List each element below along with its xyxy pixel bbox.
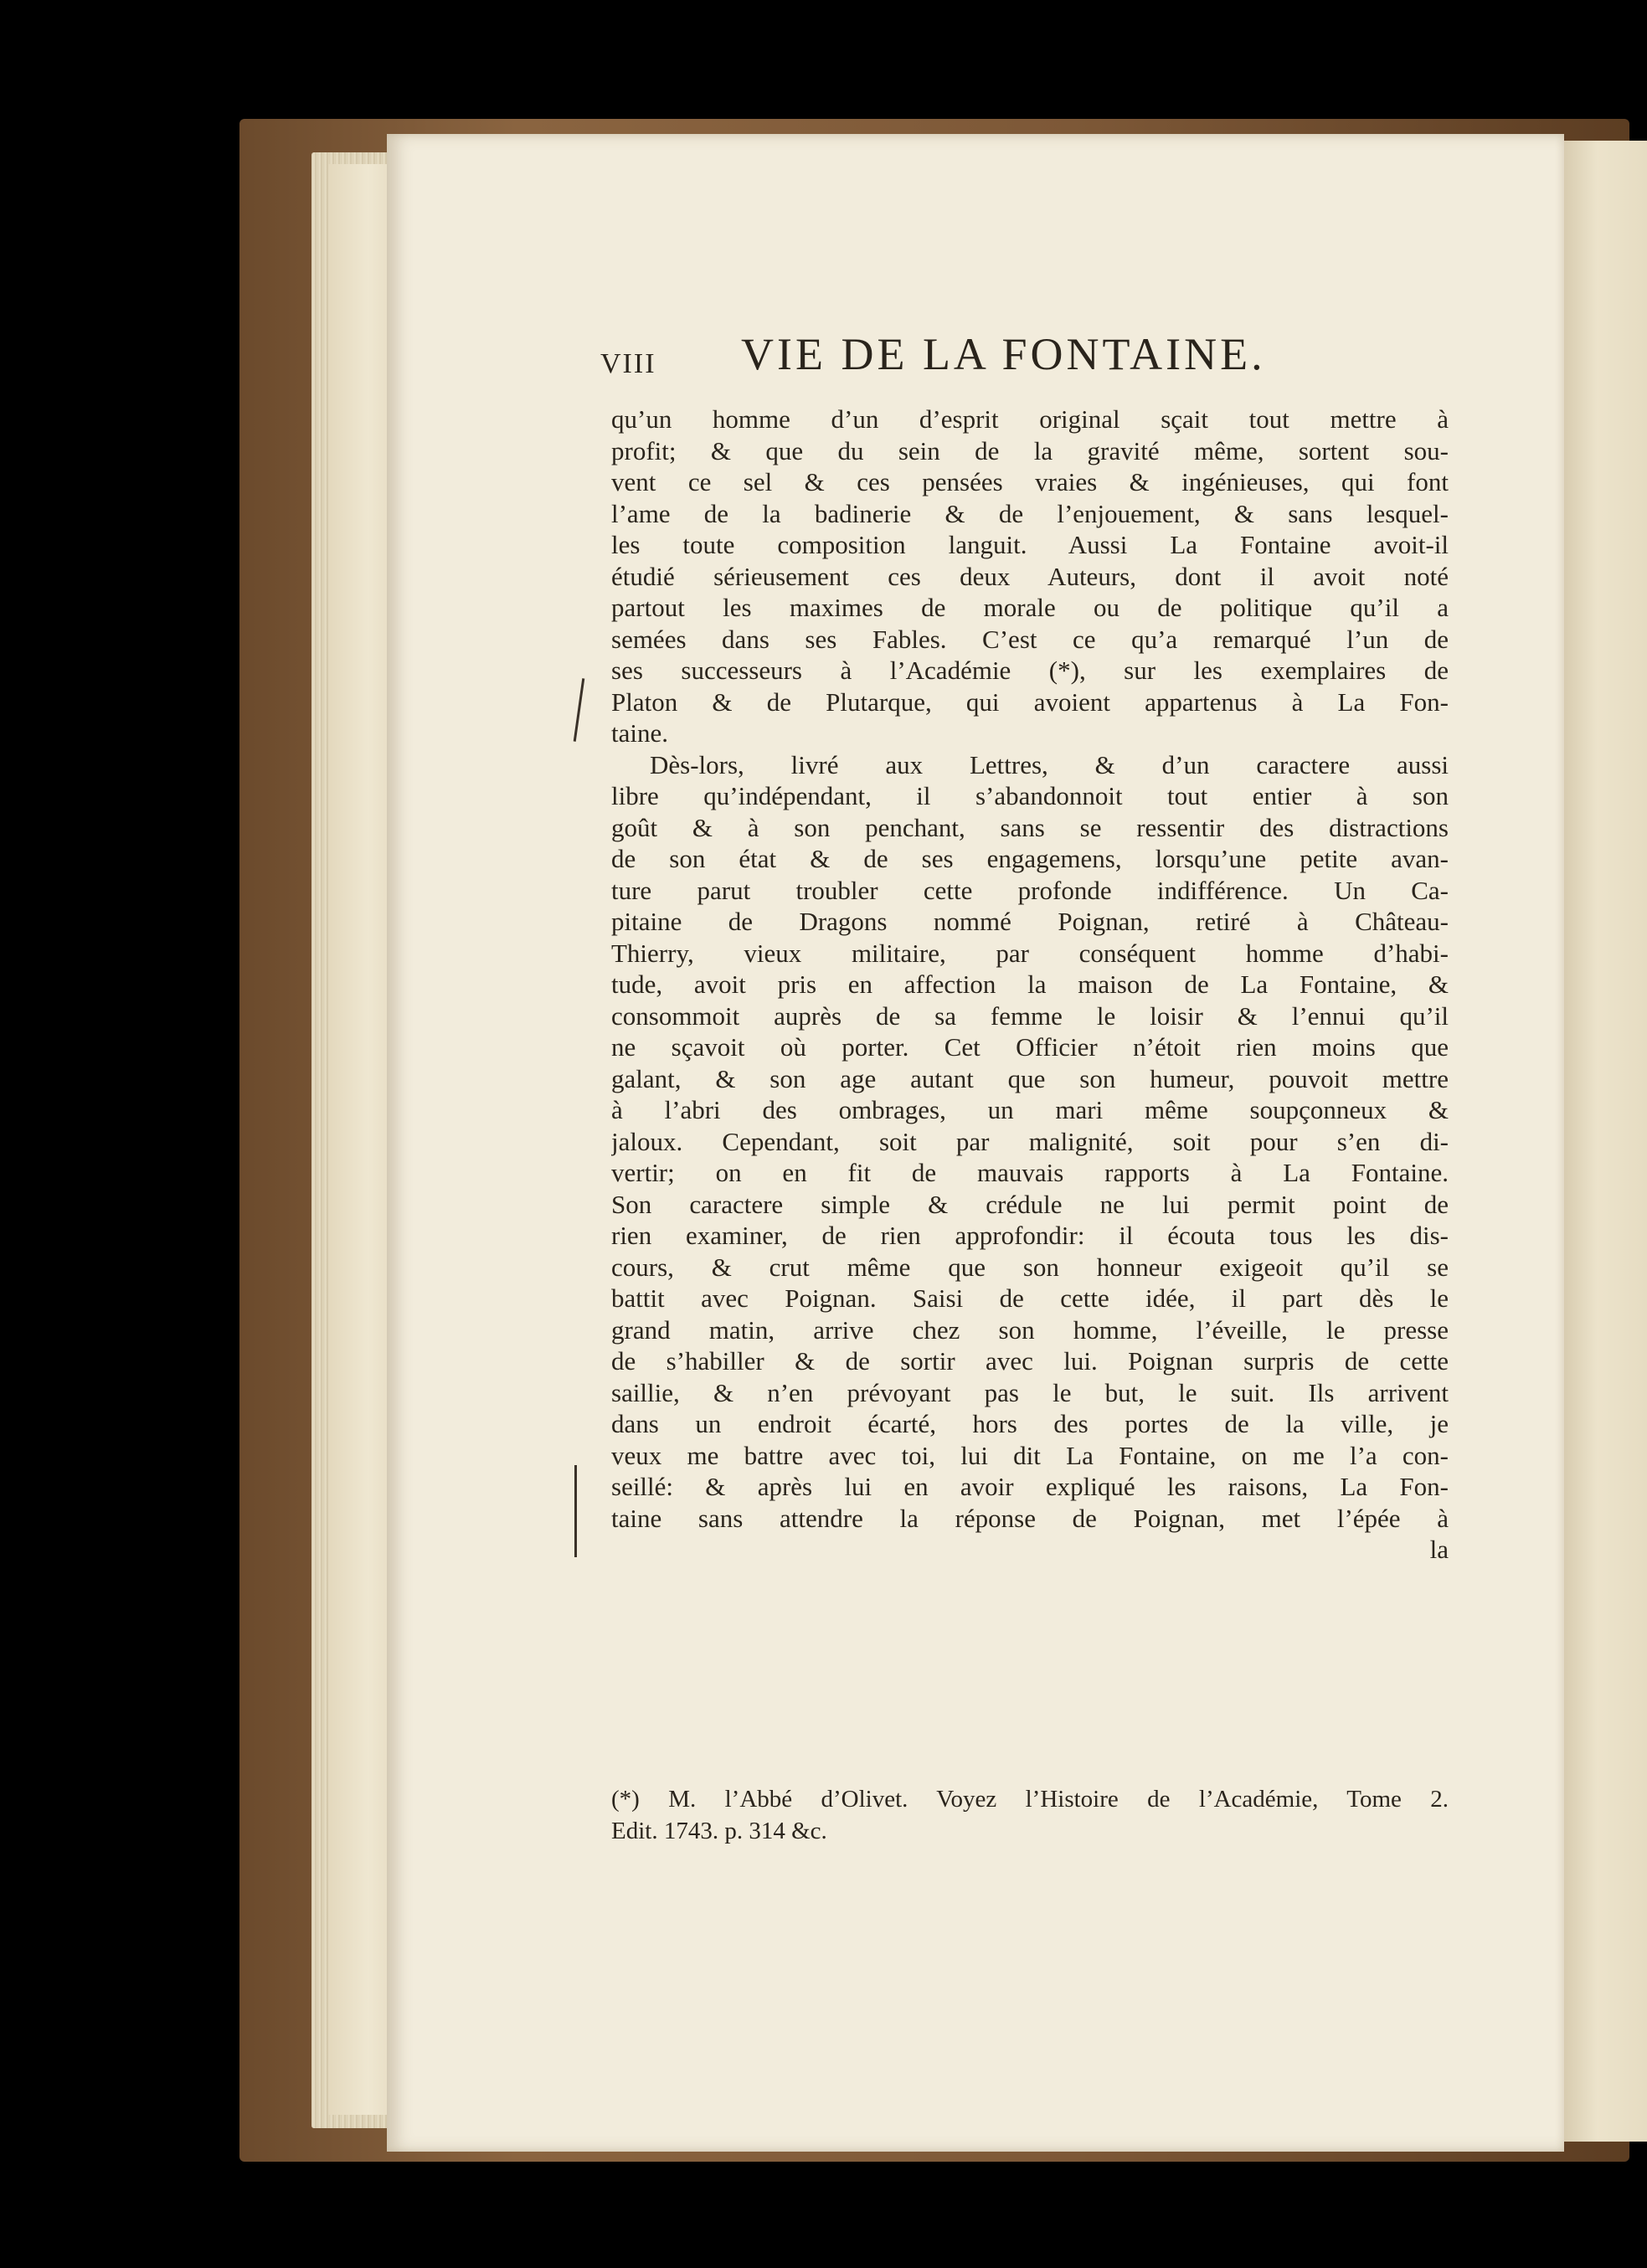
text-line: Platon & de Plutarque, qui avoient appartenus à La Fon- xyxy=(611,687,1449,717)
text-line: galant, & son age autant que son humeur, pouvoit mettre xyxy=(611,1063,1449,1093)
text-line: partout les maximes de morale ou de politique qu’il a xyxy=(611,593,1449,622)
text-line: étudié sérieusement ces deux Auteurs, dont il avoit noté xyxy=(611,561,1449,591)
body-text xyxy=(611,404,1449,1566)
text-line: grand matin, arrive chez son homme, l’éveille, le presse xyxy=(611,1314,1449,1345)
text-line: goût & à son penchant, sans se ressentir des distractions xyxy=(611,812,1449,842)
text-line: de son état & de ses engagemens, lorsqu’une petite avan- xyxy=(611,844,1449,873)
text-line: jaloux. Cependant, soit par malignité, soit pour s’en di- xyxy=(611,1126,1449,1156)
text-line: seillé: & après lui en avoir expliqué les raisons, La Fon- xyxy=(611,1472,1449,1501)
text-line: pitaine de Dragons nommé Poignan, retiré à Château- xyxy=(611,907,1449,936)
text-line: dans un endroit écarté, hors des portes de la ville, je xyxy=(611,1409,1449,1438)
text-line: taine sans attendre la réponse de Poignan, met l’épée à xyxy=(611,1503,1449,1533)
text-line: Dès-lors, livré aux Lettres, & d’un caractere aussi xyxy=(650,749,1449,779)
page-edges-inner xyxy=(328,164,395,2115)
footnote xyxy=(611,1783,1449,1847)
footnote-line: (*) M. l’Abbé d’Olivet. Voyez l’Histoire de l’Académie, Tome 2. xyxy=(611,1786,1449,1813)
text-line: à l’abri des ombrages, un mari même soupçonneux & xyxy=(611,1095,1449,1124)
book-page xyxy=(387,134,1564,2152)
text-line: vent ce sel & ces pensées vraies & ingénieuses, qui font xyxy=(611,467,1449,496)
text-line: les toute composition languit. Aussi La Fontaine avoit-il xyxy=(611,530,1449,559)
text-line: battit avec Poignan. Saisi de cette idée, il part dès le xyxy=(611,1283,1449,1313)
page-header xyxy=(600,328,1438,387)
text-line: ses successeurs à l’Académie (*), sur les exemplaires de xyxy=(611,656,1449,685)
text-line: de s’habiller & de sortir avec lui. Poignan surpris de cette xyxy=(611,1346,1449,1376)
margin-pencil-mark xyxy=(574,1465,577,1557)
catchword: la xyxy=(1429,1535,1449,1564)
text-line: tude, avoit pris en affection la maison de La Fontaine, & xyxy=(611,969,1449,999)
text-line: vertir; on en fit de mauvais rapports à La Fontaine. xyxy=(611,1158,1449,1187)
text-line: Thierry, vieux militaire, par conséquent homme d’habi- xyxy=(611,938,1449,968)
text-line: libre qu’indépendant, il s’abandonnoit tout entier à son xyxy=(611,781,1449,810)
text-line: semées dans ses Fables. C’est ce qu’a remarqué l’un de xyxy=(611,624,1449,654)
text-line: qu’un homme d’un d’esprit original sçait tout mettre à xyxy=(611,404,1449,434)
text-line: consommoit auprès de sa femme le loisir & l’ennui qu’il xyxy=(611,1000,1449,1031)
text-line: saillie, & n’en prévoyant pas le but, le suit. Ils arrivent xyxy=(611,1377,1449,1407)
footnote-line: Edit. 1743. p. 314 &c. xyxy=(611,1818,827,1844)
text-line: rien examiner, de rien approfondir: il écouta tous les dis- xyxy=(611,1221,1449,1250)
text-line: ture parut troubler cette profonde indifférence. Un Ca- xyxy=(611,875,1449,905)
page-number: viii xyxy=(600,337,656,382)
text-line: Son caractere simple & crédule ne lui permit point de xyxy=(611,1189,1449,1219)
text-line: veux me battre avec toi, lui dit La Fontaine, on me l’a con- xyxy=(611,1440,1449,1470)
text-line: cours, & crut même que son honneur exigeoit qu’il se xyxy=(611,1252,1449,1282)
margin-pencil-mark xyxy=(574,678,585,742)
facing-page-edge xyxy=(1564,141,1647,2142)
text-line: taine. xyxy=(611,718,668,748)
running-title: VIE DE LA FONTAINE. xyxy=(741,329,1266,379)
text-line: l’ame de la badinerie & de l’enjouement, & sans lesquel- xyxy=(611,498,1449,528)
text-line: ne sçavoit où porter. Cet Officier n’étoit rien moins que xyxy=(611,1032,1449,1062)
text-line: profit; & que du sein de la gravité même, sortent sou- xyxy=(611,435,1449,465)
